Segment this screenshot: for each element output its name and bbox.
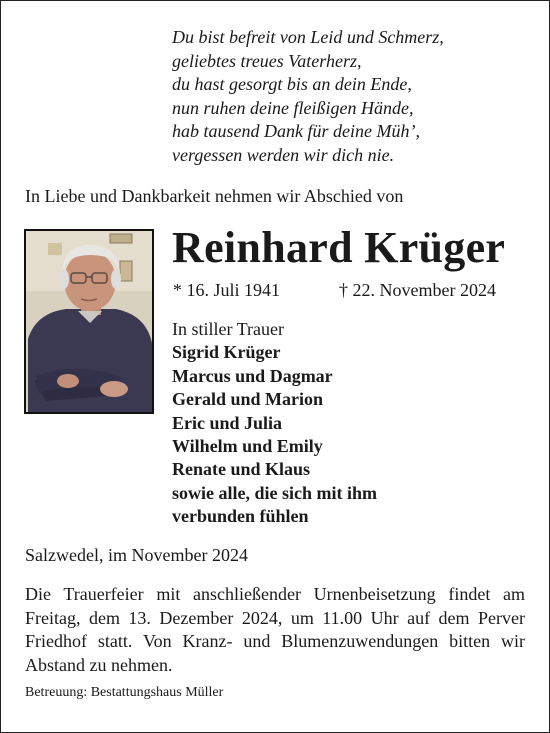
poem	[172, 26, 532, 167]
deceased-photo	[24, 229, 154, 414]
mourner-name: Gerald und Marion	[172, 389, 324, 410]
poem-line: Du bist befreit von Leid und Schmerz,	[172, 27, 444, 47]
mourner-name: verbunden fühlen	[172, 506, 309, 527]
poem-line: vergessen werden wir dich nie.	[172, 144, 395, 165]
mourners-lead: In stiller Trauer	[172, 319, 284, 339]
deceased-name: Reinhard Krüger	[172, 223, 506, 272]
mourner-name: Marcus und Dagmar	[172, 365, 333, 386]
place-and-date: Salzwedel, im November 2024	[25, 545, 248, 565]
mourner-name: Renate und Klaus	[172, 459, 311, 480]
mourner-name: Eric und Julia	[172, 412, 283, 433]
farewell-intro: In Liebe und Dankbarkeit nehmen wir Abschied von	[25, 186, 404, 206]
funeral-notice: Die Trauerfeier mit anschließender Urnenbeisetzung findet am Freitag, dem 13. Dezember 2024, um 11.00 Uhr auf dem Perver Friedhof statt. Von Kranz- und Blumenzuwendungen bitten wir Abstand zu nehmen.	[25, 584, 525, 675]
funeral-home-credit: Betreuung: Bestattungshaus Müller	[25, 685, 224, 700]
poem-line: hab tausend Dank für deine Müh’,	[172, 121, 420, 141]
mourner-name: sowie alle, die sich mit ihm	[172, 482, 377, 503]
mourner-name: Wilhelm und Emily	[172, 436, 323, 457]
birth-date: * 16. Juli 1941	[173, 280, 281, 300]
poem-line: du hast gesorgt bis an dein Ende,	[172, 74, 412, 94]
poem-line: nun ruhen deine fleißigen Hände,	[172, 97, 414, 118]
mourners-list	[172, 318, 532, 529]
mourner-name: Sigrid Krüger	[172, 342, 281, 363]
death-date: † 22. November 2024	[339, 280, 496, 300]
poem-line: geliebtes treues Vaterherz,	[172, 50, 362, 71]
